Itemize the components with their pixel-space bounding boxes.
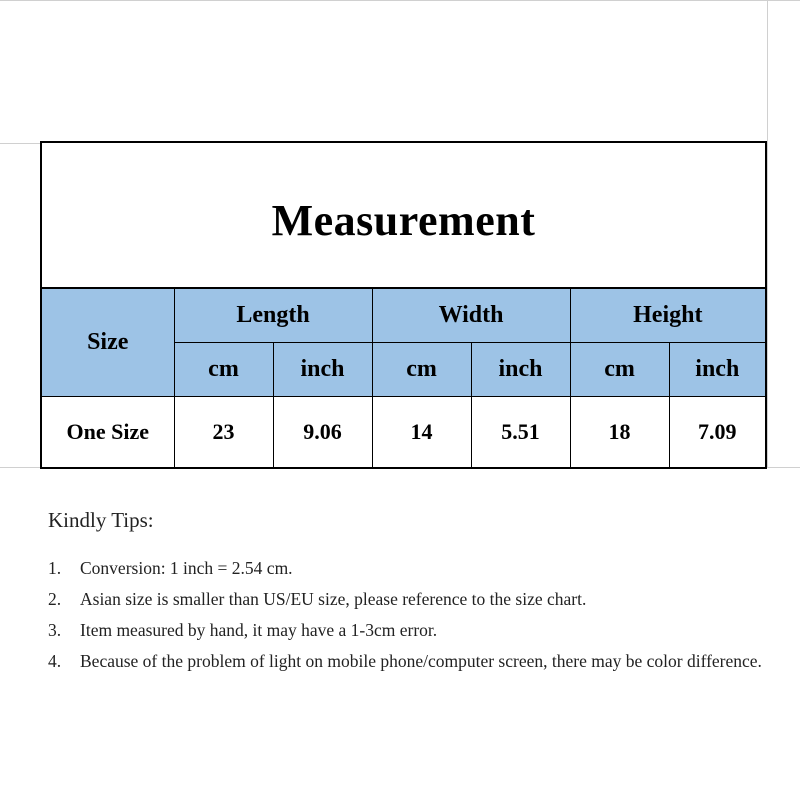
sheet-gridline	[767, 0, 768, 468]
unit-header: inch	[669, 343, 765, 397]
tips-section	[48, 508, 788, 677]
header-row-groups	[42, 289, 765, 343]
unit-header: inch	[273, 343, 372, 397]
table-cell: 5.51	[471, 397, 570, 468]
table-title: Measurement	[271, 195, 536, 245]
tip-text: Item measured by hand, it may have a 1-3cm error.	[80, 620, 438, 640]
unit-header: inch	[471, 343, 570, 397]
unit-header: cm	[372, 343, 471, 397]
tip-text: Because of the problem of light on mobile phone/computer screen, there may be color difference.	[80, 651, 762, 671]
tip-text: Conversion: 1 inch = 2.54 cm.	[80, 558, 293, 578]
unit-header: cm	[174, 343, 273, 397]
tip-item	[48, 584, 788, 615]
table-row	[42, 397, 765, 468]
measurement-table-frame	[40, 141, 767, 469]
title-row	[42, 143, 765, 289]
table-cell: 23	[174, 397, 273, 468]
row-label: One Size	[42, 397, 174, 468]
unit-header: cm	[570, 343, 669, 397]
tip-number: 3.	[48, 620, 62, 640]
sheet-gridline	[0, 467, 40, 468]
tip-number: 2.	[48, 589, 62, 609]
table-cell: 9.06	[273, 397, 372, 468]
group-header-height: Height	[570, 289, 765, 343]
measurement-table	[42, 289, 765, 467]
tip-item	[48, 646, 788, 677]
tips-title: Kindly Tips:	[48, 508, 154, 532]
size-header: Size	[42, 289, 174, 397]
table-cell: 14	[372, 397, 471, 468]
tip-item	[48, 553, 788, 584]
sheet-gridline	[768, 467, 800, 468]
tip-item	[48, 615, 788, 646]
group-header-length: Length	[174, 289, 372, 343]
sheet-gridline	[0, 143, 40, 144]
tip-number: 4.	[48, 651, 62, 671]
group-header-width: Width	[372, 289, 570, 343]
tip-text: Asian size is smaller than US/EU size, please reference to the size chart.	[80, 589, 587, 609]
table-cell: 7.09	[669, 397, 765, 468]
sheet-gridline	[0, 0, 800, 1]
tip-number: 1.	[48, 558, 62, 578]
table-cell: 18	[570, 397, 669, 468]
